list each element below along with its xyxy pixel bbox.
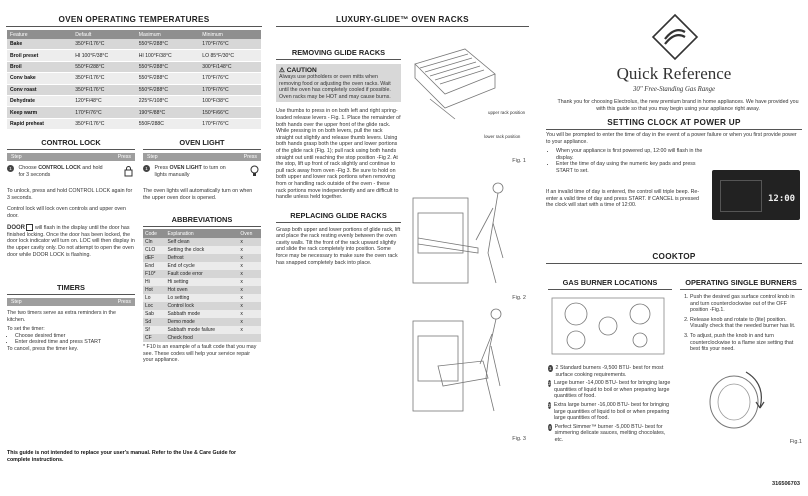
keypad-graphic (720, 180, 762, 212)
table-row (7, 73, 261, 84)
temp-cell: 190°F/88°C (136, 107, 200, 118)
burner-item (548, 424, 672, 444)
oven-light-step (143, 165, 261, 185)
temp-cell: 170°F/76°C (199, 39, 261, 50)
feature-cell: Broil (7, 61, 72, 72)
column-header: Oven (238, 229, 261, 238)
timers-title: TIMERS (7, 283, 135, 295)
table-row (143, 326, 261, 334)
list-item: 3. To adjust, push the knob in and turn counterclockwise to a flame size setting that best fits your need. (690, 333, 802, 353)
abbrev-cell: CLO (143, 246, 166, 254)
clock-steps (548, 148, 706, 174)
feature-cell: Conv bake (7, 73, 72, 84)
feature-cell: Keep warm (7, 107, 72, 118)
abbrev-cell: End of cycle (166, 262, 239, 270)
abbrev-cell: x (238, 254, 261, 262)
timers-bar (7, 298, 135, 306)
abbrev-cell: x (238, 294, 261, 302)
upper-rack-label: upper rack position (488, 110, 526, 115)
list-item: • Enter the time of day using the numeric key pads and press START to set. (556, 161, 706, 174)
abbrev-cell: CF (143, 334, 166, 342)
oven-light-section (143, 138, 261, 364)
abbrev-cell: End (143, 262, 166, 270)
temp-cell: 350°F/176°C (72, 73, 136, 84)
temp-cell: 170°F/76°C (199, 118, 261, 129)
temp-cell: 550°F/288°C (136, 61, 200, 72)
oven-temps-table (7, 30, 261, 130)
abbrev-cell: Sabbath mode (166, 310, 239, 318)
table-row (143, 278, 261, 286)
left-column (0, 0, 268, 496)
abbrev-cell: x (238, 238, 261, 246)
burner-item (548, 402, 672, 422)
timers-intro: The two timers serve as extra reminders in the kitchen. (7, 310, 116, 323)
feature-cell: Conv roast (7, 84, 72, 95)
temp-cell: 550°F/288°C (136, 73, 200, 84)
footer-note: This guide is not intended to replace your user's manual. Refer to the Use & Care Guide for complete instructions. (7, 450, 237, 463)
bar-step: Step (11, 154, 22, 160)
abbreviations-title: ABBREVIATIONS (143, 215, 261, 227)
table-row (143, 254, 261, 262)
light-bulb-icon (250, 165, 259, 177)
abbrev-cell: Sf (143, 326, 166, 334)
operating-steps (680, 294, 802, 353)
quick-reference-subtitle: 30" Free-Standing Gas Range (632, 86, 716, 93)
abbrev-cell: x (238, 302, 261, 310)
abbrev-cell: x (238, 278, 261, 286)
timers-steps (7, 333, 135, 346)
abbreviations-note: * F10 is an example of a fault code that you may see. These codes will help your service repair your appliance. (143, 344, 257, 364)
list-item: 1. Push the desired gas surface control knob in and turn counterclockwise out of the OFF position -Fig.1. (690, 294, 802, 314)
column-header: Maximum (136, 30, 200, 39)
clock-display-panel (712, 170, 800, 220)
abbrev-cell: x (238, 262, 261, 270)
column-header: Default (72, 30, 136, 39)
column-header: Code (143, 229, 166, 238)
temp-cell: 150°F/66°C (199, 107, 261, 118)
temp-cell: HI 100°F/38°C (72, 50, 136, 61)
timers-cancel: To cancel, press the timer key. (7, 345, 79, 352)
caution-header (279, 66, 398, 74)
burner-number: 3 (548, 402, 551, 408)
feature-cell: Rapid preheat (7, 118, 72, 129)
abbrev-cell: Sd (143, 318, 166, 326)
abbrev-cell: Fault code error (166, 270, 239, 278)
table-row (143, 262, 261, 270)
temp-cell: 170°F/76°C (199, 84, 261, 95)
temp-cell: 100°F/38°C (199, 95, 261, 106)
abbrev-cell: Control lock (166, 302, 239, 310)
abbreviations-table (143, 229, 261, 342)
quick-reference-title: Quick Reference (616, 64, 732, 83)
abbrev-cell: Lo setting (166, 294, 239, 302)
burner-number: 4 (548, 424, 552, 430)
table-row (143, 286, 261, 294)
control-lock-door (7, 224, 135, 258)
table-row (7, 84, 261, 95)
abbrev-cell: Hot oven (166, 286, 239, 294)
clock-invalid-text: If an invalid time of day is entered, the control will triple beep. Re-enter a valid time of day and press START. If CANCEL is pressed the clock will start with a time of 12:00. (546, 189, 700, 209)
table-row (7, 107, 261, 118)
step-keyword: CONTROL LOCK (38, 165, 81, 171)
abbrev-cell: x (238, 270, 261, 278)
burner-title: GAS BURNER LOCATIONS (548, 278, 672, 290)
burner-text: Perfect Simmer™ burner -5,000 BTU- best for simmering delicate sauces, melting chocolates, etc. (554, 423, 666, 443)
removing-text: Use thumbs to press in on both left and right spring-loaded release levers - Fig. 1. Place the remainder of both hands over the upper front of the glide rack. While pressing in on both levers, pull the rack straight out slightly and release thumb levers. Using both hands grasp both the upper and lower portions of the glide rack (Fig. 1); pull rack using both hands straight out until reaching the stop position -Fig 2. At the stop, lift up front of rack slightly and continue to pull rack away from oven -Fig 3. Be sure to hold on both upper and lower rack portions when removing from or handling rack outside of the oven - these rack portions move independently and are difficult to handle unless held together. (276, 108, 401, 201)
abbrev-cell: x (238, 326, 261, 334)
table-row (143, 270, 261, 278)
burner-item (548, 380, 672, 400)
temp-cell: 170°F/76°C (72, 107, 136, 118)
clock-intro: You will be prompted to enter the time of day in the event of a power failure or when you first provide power to your appliance. (546, 132, 797, 145)
control-knob-illustration (694, 364, 774, 434)
replacing-title: REPLACING GLIDE RACKS (276, 211, 401, 223)
temp-cell: 120°F/48°C (72, 95, 136, 106)
abbrev-cell: Check food (166, 334, 239, 342)
lock-icon (124, 166, 133, 177)
abbrev-cell: Setting the clock (166, 246, 239, 254)
caution-box (276, 64, 401, 102)
fig3-oven-illustration (408, 306, 518, 416)
knob-fig-caption: Fig.1 (789, 438, 802, 445)
warning-icon: ⚠ (279, 67, 285, 74)
middle-column (270, 0, 535, 496)
temp-cell: 350°F/176°C (72, 84, 136, 95)
temp-cell: LO 85°F/30°C (199, 50, 261, 61)
removing-section (276, 48, 401, 266)
bar-press: Press (117, 154, 131, 160)
temp-cell: 550°F/288°C (72, 61, 136, 72)
step-number: 1 (7, 165, 14, 172)
oven-light-bar (143, 153, 261, 161)
table-row (143, 310, 261, 318)
table-row (7, 39, 261, 50)
caution-text: Always use potholders or oven mitts when removing food or adjusting the oven racks. Wait until the oven has completely cooled if possible. Oven racks may be HOT and may cause burns. (279, 74, 391, 100)
step-text-end: and hold for 3 seconds (18, 165, 103, 178)
list-item: 2. Release knob and rotate to (lite) position. Visually check that the needed burner has lit. (690, 317, 802, 330)
abbrev-cell: Self clean (166, 238, 239, 246)
feature-cell: Broil preset (7, 50, 72, 61)
feature-cell: Dehydrate (7, 95, 72, 106)
control-lock-step (7, 165, 135, 185)
replacing-text: Grasp both upper and lower portions of glide rack, lift and place the rack resting evenly between the oven cavity walls. Tilt the front of the rack upward slightly and slide the rack completely into position. Some force may be necessary to make sure the oven rack has snapped completely back into place. (276, 226, 401, 266)
control-lock-section (7, 138, 135, 258)
clock-display: 12:00 (768, 194, 796, 204)
table-row (7, 118, 261, 129)
list-item: • Choose desired timer (15, 333, 135, 340)
table-row (143, 302, 261, 310)
burner-number: 1 (549, 366, 552, 371)
feature-cell: Bake (7, 39, 72, 50)
fig1-caption: Fig. 1 (512, 158, 526, 164)
burner-section (548, 278, 672, 444)
temp-cell: 170°F/76°C (199, 73, 261, 84)
right-column (540, 0, 808, 496)
bar-step: Step (147, 154, 158, 160)
temp-cell: 350°F/176°C (72, 39, 136, 50)
table-row (7, 50, 261, 61)
list-item: • When your appliance is first powered up, 12:00 will flash in the display. (556, 148, 706, 161)
step-text-end: to turn on lights manually (154, 165, 226, 178)
bar-press: Press (117, 299, 131, 305)
abbrev-cell: x (238, 318, 261, 326)
removing-title: REMOVING GLIDE RACKS (276, 48, 401, 60)
oven-temps-title: OVEN OPERATING TEMPERATURES (6, 15, 262, 27)
abbrev-cell: Sabbath mode failure (166, 326, 239, 334)
abbrev-cell: F10* (143, 270, 166, 278)
abbrev-cell: Sab (143, 310, 166, 318)
fig1-rack-illustration (410, 44, 500, 124)
column-header: Explanation (166, 229, 239, 238)
part-number: 316506703 (772, 481, 800, 487)
fig2-oven-illustration (408, 178, 518, 288)
temp-cell: 550F/288C (136, 118, 200, 129)
temp-cell: 225°F/108°C (136, 95, 200, 106)
door-lock-icon (26, 224, 33, 231)
oven-light-info: The oven lights will automatically turn on when the upper oven door is opened. (143, 188, 253, 201)
cooktop-title: COOKTOP (546, 252, 802, 264)
timers-section (7, 283, 135, 353)
abbrev-cell: dEF (143, 254, 166, 262)
door-label: DOOR (7, 225, 25, 232)
control-lock-title: CONTROL LOCK (7, 138, 135, 150)
list-item: • Enter desired time and press START (15, 339, 135, 346)
caution-title: CAUTION (286, 67, 317, 74)
burner-list (548, 365, 672, 444)
abbrev-cell: Loc (143, 302, 166, 310)
door-text: will flash in the display until the door has finished locking. Once the door has been locked, the door lock indicator will turn on. LOC will then display in the upper cavity only. Do not attempt to open the oven door while DOOR LOCK is flashing. (7, 225, 135, 258)
abbrev-cell: Lo (143, 294, 166, 302)
control-lock-unlock: To unlock, press and hold CONTROL LOCK again for 3 seconds. (7, 188, 133, 201)
glide-title: LUXURY-GLIDE™ OVEN RACKS (276, 15, 529, 27)
abbrev-cell (238, 334, 261, 342)
table-row (143, 294, 261, 302)
abbrev-cell: Defrost (166, 254, 239, 262)
fig3-caption: Fig. 3 (512, 436, 526, 442)
step-number: 1 (143, 165, 150, 172)
abbrev-cell: x (238, 286, 261, 294)
temp-cell: 550°F/288°C (136, 39, 200, 50)
clock-title: SETTING CLOCK AT POWER UP (546, 118, 802, 130)
abbrev-cell: Demo mode (166, 318, 239, 326)
temp-cell: 300°F/148°C (199, 61, 261, 72)
fig2-caption: Fig. 2 (512, 295, 526, 301)
step-text: Press (154, 165, 170, 171)
single-burner-section (680, 278, 802, 445)
table-row (7, 95, 261, 106)
burner-text: 2 Standard burners -9,500 BTU- best for most surface cooking requirements. (555, 365, 664, 378)
burner-item (548, 365, 672, 378)
bar-press: Press (243, 154, 257, 160)
intro-text: Thank you for choosing Electrolux, the new premium brand in home appliances. We have provided you with this guide so that you may begin using your appliance right away. (557, 99, 799, 112)
operating-title: OPERATING SINGLE BURNERS (680, 278, 802, 290)
cooktop-burner-diagram (548, 294, 668, 358)
lower-rack-label: lower rack position (484, 134, 521, 139)
table-row (143, 318, 261, 326)
step-text: Choose (18, 165, 39, 171)
oven-light-title: OVEN LIGHT (143, 138, 261, 150)
temp-cell: 550°F/288°C (136, 84, 200, 95)
control-lock-info: Control lock will lock oven controls and upper oven door. (7, 206, 126, 219)
column-header: Minimum (199, 30, 261, 39)
abbrev-cell: Hi setting (166, 278, 239, 286)
abbrev-cell: Hot (143, 286, 166, 294)
column-header: Feature (7, 30, 72, 39)
abbrev-cell: Hi (143, 278, 166, 286)
control-lock-bar (7, 153, 135, 161)
burner-number: 2 (548, 381, 551, 387)
abbrev-cell: Cln (143, 238, 166, 246)
abbrev-cell: x (238, 246, 261, 254)
table-row (143, 334, 261, 342)
table-row (143, 246, 261, 254)
timers-set: To set the timer: (7, 326, 45, 333)
burner-text: Large burner -14,000 BTU- best for bringing large quantities of liquid to boil or when preparing large quantities of food. (553, 380, 671, 400)
bar-step: Step (11, 299, 22, 305)
burner-text: Extra large burner -16,000 BTU- best for bringing large quantities of liquid to boil or when preparing large quantities of food. (553, 401, 670, 422)
abbrev-cell: x (238, 310, 261, 318)
table-row (143, 238, 261, 246)
table-row (7, 61, 261, 72)
temp-cell: 350°F/176°C (72, 118, 136, 129)
electrolux-logo-icon (650, 12, 700, 62)
step-keyword: OVEN LIGHT (169, 165, 202, 171)
temp-cell: HI 100°F/38°C (136, 50, 200, 61)
